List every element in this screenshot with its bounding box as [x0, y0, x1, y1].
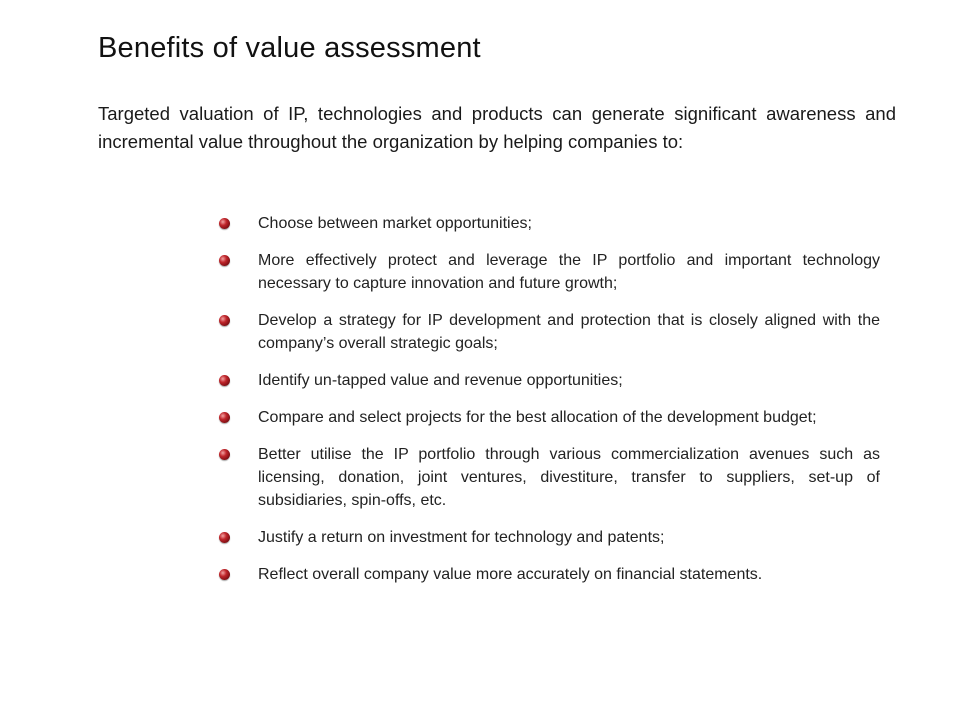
list-item-text: Choose between market opportunities;	[258, 215, 532, 232]
red-sphere-bullet-icon	[219, 412, 230, 423]
list-item	[216, 249, 880, 295]
list-item-text: Develop a strategy for IP development and protection that is closely aligned with the company’s overall strategic goals;	[258, 312, 880, 352]
list-item	[216, 443, 880, 512]
list-item-text: Justify a return on investment for technology and patents;	[258, 529, 665, 546]
red-sphere-bullet-icon	[219, 255, 230, 266]
list-item	[216, 212, 880, 235]
red-sphere-bullet-icon	[219, 449, 230, 460]
list-item-text: Compare and select projects for the best allocation of the development budget;	[258, 409, 817, 426]
red-sphere-bullet-icon	[219, 532, 230, 543]
list-item	[216, 369, 880, 392]
red-sphere-bullet-icon	[219, 218, 230, 229]
list-item	[216, 406, 880, 429]
red-sphere-bullet-icon	[219, 315, 230, 326]
red-sphere-bullet-icon	[219, 569, 230, 580]
list-item	[216, 309, 880, 355]
red-sphere-bullet-icon	[219, 375, 230, 386]
list-item	[216, 526, 880, 549]
list-item-text: Reflect overall company value more accurately on financial statements.	[258, 566, 763, 583]
slide-title: Benefits of value assessment	[98, 32, 481, 64]
list-item-text: Identify un-tapped value and revenue opportunities;	[258, 372, 623, 389]
benefits-list	[216, 212, 880, 600]
list-item	[216, 563, 880, 586]
list-item-text: Better utilise the IP portfolio through various commercialization avenues such as licensing, donation, joint ventures, divestiture, transfer to suppliers, set-up of subsidiaries, spin-offs, etc.	[258, 446, 880, 509]
intro-paragraph: Targeted valuation of IP, technologies and products can generate significant awareness and incremental value throughout the organization by helping companies to:	[98, 103, 896, 152]
list-item-text: More effectively protect and leverage the IP portfolio and important technology necessary to capture innovation and future growth;	[258, 252, 880, 292]
